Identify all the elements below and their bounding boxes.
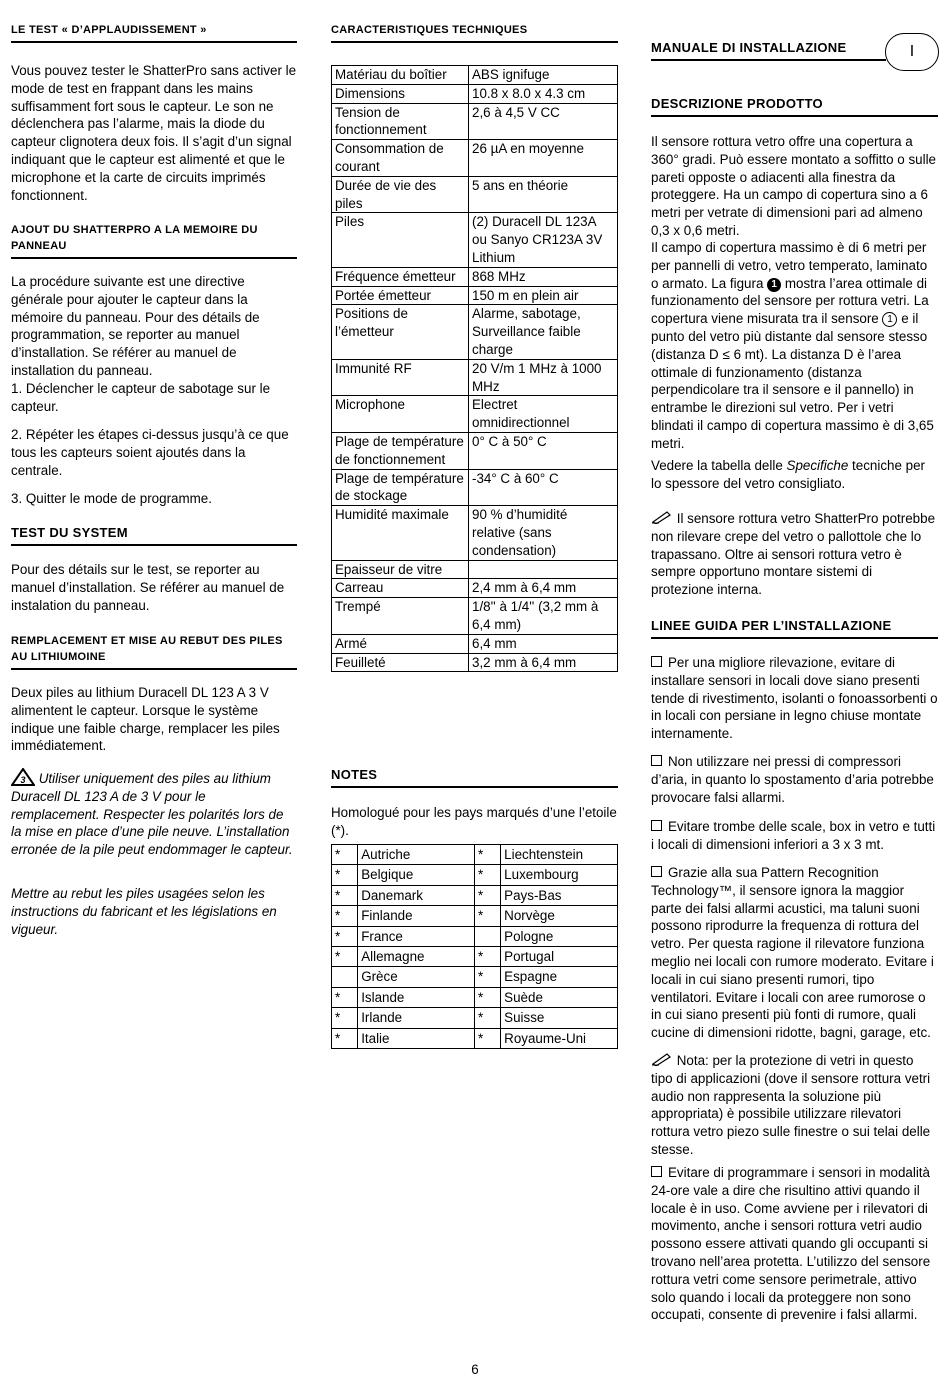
battery-text: Deux piles au lithium Duracell DL 123 A 3 V alimentent le capteur. Lorsque le système indique une faible charge, remplacer les piles immédiatement. xyxy=(11,685,280,754)
heading-specs: CARACTERISTIQUES TECHNIQUES xyxy=(331,22,618,43)
spec-row xyxy=(332,359,618,396)
heading-add-to-memory: AJOUT DU SHATTERPRO A LA MEMOIRE DU PANNEAU xyxy=(11,222,297,259)
note-2-text: Nota: per la protezione di vetri in questo tipo di applicazioni (dove il sensore rottura vetri audio non rappresenta la soluzione più appropriata) è possibile utilizzare rilevatori rottura vetro piezo sulle finestre o sui telai delle stesse. xyxy=(651,1053,931,1157)
approval-star: * xyxy=(474,865,500,885)
language-badge: I xyxy=(885,33,939,71)
spec-value: 2,6 à 4,5 V CC xyxy=(469,103,618,140)
spec-row xyxy=(332,213,618,267)
country-name: Irlande xyxy=(358,1008,475,1028)
approval-star: * xyxy=(474,1028,500,1048)
spec-row xyxy=(332,267,618,286)
spec-value: Alarme, sabotage, Surveillance faible charge xyxy=(469,305,618,359)
country-table xyxy=(331,844,618,1049)
spec-label: Consommation de courant xyxy=(332,140,469,177)
less-equal-sign: ≤ xyxy=(722,346,730,362)
spec-row xyxy=(332,305,618,359)
country-name: Suède xyxy=(501,987,618,1007)
sensor-number-icon: 1 xyxy=(882,312,897,327)
heading-product-description: DESCRIZIONE PRODOTTO xyxy=(651,96,938,117)
spec-label: Piles xyxy=(332,213,469,267)
spec-row xyxy=(332,469,618,506)
country-row xyxy=(332,967,618,987)
country-name: Belgique xyxy=(358,865,475,885)
notes-text: Homologué pour les pays marqués d’une l’etoile (*). xyxy=(331,805,617,838)
spec-label: Fréquence émetteur xyxy=(332,267,469,286)
spec-row xyxy=(332,140,618,177)
spec-row xyxy=(332,653,618,672)
approval-star: * xyxy=(332,906,358,926)
spec-label: Immunité RF xyxy=(332,359,469,396)
spec-row xyxy=(332,598,618,635)
pen-note-icon xyxy=(651,1052,673,1066)
guideline-2-text: Non utilizzare nei pressi di compressori d’aria, in quanto lo spostamento d’aria potrebbe provocare falsi allarmi. xyxy=(651,754,934,805)
checkbox-icon xyxy=(651,656,662,667)
spec-value: (2) Duracell DL 123A ou Sanyo CR123A 3V Lithium xyxy=(469,213,618,267)
spec-value: 90 % d’humidité relative (sans condensation) xyxy=(469,506,618,560)
checkbox-icon xyxy=(651,755,662,766)
battery-warning-text: Utiliser uniquement des piles au lithium Duracell DL 123 A de 3 V pour le remplacement. Respecter les polarités lors de la mise en place d’une pile neuve. L’installation erronée de la pile peut endommager le capteur. xyxy=(11,771,293,858)
approval-star: * xyxy=(474,1008,500,1028)
approval-star: * xyxy=(332,947,358,967)
pen-note-icon xyxy=(651,510,673,524)
system-test-text: Pour des détails sur le test, se reporter au manuel d’installation. Se référer au manuel de instalation du panneau. xyxy=(11,562,285,613)
spec-label: Trempé xyxy=(332,598,469,635)
approval-star xyxy=(474,926,500,946)
approval-star: * xyxy=(332,1028,358,1048)
description-p2-d: 6 mt). La distanza D è l’area ottimale di funzionamento (distanza perpendicolare tra il sensore e il pannello) in entrambe le direzioni sul vetro. Per i vetri blindati il campo di copertura massimo è di 3,65 metri. xyxy=(651,346,934,451)
spec-row xyxy=(332,66,618,85)
country-name: Luxembourg xyxy=(501,865,618,885)
spec-label: Plage de température de fonctionnement xyxy=(332,432,469,469)
description-p2-c: e il punto del vetro più distante dal sensore stesso (distanza D xyxy=(651,311,928,362)
spec-table xyxy=(331,65,618,672)
spec-value: Electret omnidirectionnel xyxy=(469,396,618,433)
clap-test-text: Vous pouvez tester le ShatterPro sans activer le mode de test en frappant dans les mains suffisamment fort sous le capteur. Le son ne déclenchera pas l’alarme, mais la diode du capteur clignotera deux fois. Il s’agit d’un signal indiquant que le capteur est alimenté et que le microphone et la carte de circuits imprimés fonctionnent. xyxy=(11,63,297,203)
approval-star: * xyxy=(474,987,500,1007)
heading-notes: NOTES xyxy=(331,767,618,788)
guideline-3-text: Evitare trombe delle scale, box in vetro e tutti i locali di dimensioni inferiori a 3 x 3 mt. xyxy=(651,819,936,852)
spec-label: Carreau xyxy=(332,579,469,598)
spec-label: Positions de l’émetteur xyxy=(332,305,469,359)
spec-row xyxy=(332,396,618,433)
description-p3-a: Vedere la tabella delle xyxy=(651,458,783,473)
note-2 xyxy=(651,1052,938,1159)
figure-number-icon: 1 xyxy=(767,278,781,292)
spec-row xyxy=(332,634,618,653)
spec-value: 6,4 mm xyxy=(469,634,618,653)
description-p3-b: tecniche per lo spessore del vetro consigliato. xyxy=(651,458,925,491)
battery-disposal: Mettre au rebut les piles usagées selon les instructions du fabricant et les législations en vigueur. xyxy=(11,886,277,937)
country-row xyxy=(332,885,618,905)
spec-row xyxy=(332,286,618,305)
country-name: Liechtenstein xyxy=(501,845,618,865)
spec-row xyxy=(332,560,618,579)
spec-row xyxy=(332,176,618,213)
description-p2-a: Il campo di copertura massimo è di 6 metri per per pannelli di vetro, vetro temperato, laminato o armato. La figura xyxy=(651,240,928,291)
approval-star: * xyxy=(474,885,500,905)
country-name: Norvège xyxy=(501,906,618,926)
description-p1: Il sensore rottura vetro offre una copertura a 360° gradi. Può essere montato a soffitto o sulle pareti opposte o adiacenti alla finestra da proteggere. Ha un campo di copertura sino a 6 metri per vetrate di dimensioni pari ad almeno 0,3 x 0,6 metri. xyxy=(651,134,936,238)
spec-value: ABS ignifuge xyxy=(469,66,618,85)
spec-value: 2,4 mm à 6,4 mm xyxy=(469,579,618,598)
country-name: Autriche xyxy=(358,845,475,865)
country-name: Allemagne xyxy=(358,947,475,967)
spec-value: 150 m en plein air xyxy=(469,286,618,305)
warning-icon xyxy=(11,768,35,786)
description-p2 xyxy=(651,239,938,453)
add-to-memory-text: La procédure suivante est une directive générale pour ajouter le capteur dans la mémoire du panneau. Pour des détails de programmation, se reporter au manuel d’installation. Se référer au manuel de installation du panneau. xyxy=(11,274,260,378)
description-p2-b: mostra l’area ottimale di funzionamento del sensore per rottura vetri. La copertura viene misurata tra il sensore xyxy=(651,275,929,327)
country-name: Espagne xyxy=(501,967,618,987)
checkbox-icon xyxy=(651,866,662,877)
heading-battery-replacement: REMPLACEMENT ET MISE AU REBUT DES PILES AU LITHIUMOINE xyxy=(11,633,297,670)
note-1-text: Il sensore rottura vetro ShatterPro potrebbe non rilevare crepe del vetro o pallottole che lo trapassano. Oltre ai sensori rottura vetro è sempre opportuno montare sistemi di protezione interna. xyxy=(651,511,936,598)
spec-value: 0° C à 50° C xyxy=(469,432,618,469)
heading-install-guidelines: LINEE GUIDA PER L’INSTALLAZIONE xyxy=(651,618,938,639)
heading-clap-test: LE TEST « D’APPLAUDISSEMENT » xyxy=(11,22,297,43)
country-name: France xyxy=(358,926,475,946)
guideline-3 xyxy=(651,818,938,854)
spec-value: 5 ans en théorie xyxy=(469,176,618,213)
country-name: Pays-Bas xyxy=(501,885,618,905)
spec-label: Microphone xyxy=(332,396,469,433)
spec-row xyxy=(332,84,618,103)
guideline-1-text: Per una migliore rilevazione, evitare di installare sensori in locali dove siano presenti tende di rivestimento, isolanti o fonoassorbenti o in locali con persiane in legno chiuse montate internamente. xyxy=(651,655,938,742)
approval-star xyxy=(332,967,358,987)
spec-row xyxy=(332,103,618,140)
svg-text:3: 3 xyxy=(20,775,26,785)
heading-system-test: TEST DU SYSTEM xyxy=(11,525,297,546)
spec-label: Portée émetteur xyxy=(332,286,469,305)
step-2: 2. Répéter les étapes ci-dessus jusqu’à ce que tous les capteurs soient ajoutés dans la centrale. xyxy=(11,427,289,478)
spec-label: Dimensions xyxy=(332,84,469,103)
spec-label: Humidité maximale xyxy=(332,506,469,560)
checkbox-icon xyxy=(651,820,662,831)
spec-value: 20 V/m 1 MHz à 1000 MHz xyxy=(469,359,618,396)
country-name: Islande xyxy=(358,987,475,1007)
approval-star: * xyxy=(474,947,500,967)
spec-value: 3,2 mm à 6,4 mm xyxy=(469,653,618,672)
spec-label: Tension de fonctionnement xyxy=(332,103,469,140)
country-name: Italie xyxy=(358,1028,475,1048)
country-row xyxy=(332,845,618,865)
spec-row xyxy=(332,579,618,598)
heading-install-manual: MANUALE DI INSTALLAZIONE xyxy=(651,40,886,61)
guideline-5 xyxy=(651,1164,938,1324)
step-3: 3. Quitter le mode de programme. xyxy=(11,491,212,506)
country-name: Finlande xyxy=(358,906,475,926)
approval-star: * xyxy=(474,906,500,926)
description-p3-emphasis: Specifiche xyxy=(786,458,849,473)
spec-value: 868 MHz xyxy=(469,267,618,286)
checkbox-icon xyxy=(651,1166,662,1177)
spec-label: Epaisseur de vitre xyxy=(332,560,469,579)
approval-star: * xyxy=(332,865,358,885)
guideline-2 xyxy=(651,753,938,806)
country-name: Pologne xyxy=(501,926,618,946)
spec-value: -34° C à 60° C xyxy=(469,469,618,506)
guideline-4 xyxy=(651,864,938,1042)
country-row xyxy=(332,947,618,967)
approval-star: * xyxy=(332,987,358,1007)
guideline-4-text: Grazie alla sua Pattern Recognition Technology™, il sensore ignora la maggior parte dei falsi allarmi acustici, ma taluni suoni possono riprodurre la frequenza di rottura del vetro. Per questa ragione il rilevatore funziona meglio nei locali con rumore moderato. Evitare i locali in cui siano presenti rumori, tipo ventilatori. Evitare i locali con aree rumorose o in cui siano presenti più fonti di rumore, quali cucine di dimensioni ridotte, bagni, garage, etc. xyxy=(651,865,934,1041)
battery-warning xyxy=(11,768,297,859)
spec-row xyxy=(332,506,618,560)
country-row xyxy=(332,926,618,946)
spec-value: 1/8'' à 1/4'' (3,2 mm à 6,4 mm) xyxy=(469,598,618,635)
spec-value: 26 µA en moyenne xyxy=(469,140,618,177)
country-name: Portugal xyxy=(501,947,618,967)
spec-value: 10.8 x 8.0 x 4.3 cm xyxy=(469,84,618,103)
spec-label: Armé xyxy=(332,634,469,653)
guideline-1 xyxy=(651,654,938,743)
approval-star: * xyxy=(332,926,358,946)
description-p3 xyxy=(651,457,938,493)
country-name: Royaume-Uni xyxy=(501,1028,618,1048)
approval-star: * xyxy=(332,885,358,905)
spec-label: Matériau du boîtier xyxy=(332,66,469,85)
spec-label: Plage de température de stockage xyxy=(332,469,469,506)
country-row xyxy=(332,1008,618,1028)
country-name: Danemark xyxy=(358,885,475,905)
spec-value xyxy=(469,560,618,579)
country-name: Suisse xyxy=(501,1008,618,1028)
country-row xyxy=(332,987,618,1007)
note-1 xyxy=(651,510,938,599)
spec-row xyxy=(332,432,618,469)
approval-star: * xyxy=(474,845,500,865)
country-row xyxy=(332,1028,618,1048)
country-name: Grèce xyxy=(358,967,475,987)
country-row xyxy=(332,865,618,885)
spec-label: Feuilleté xyxy=(332,653,469,672)
step-1: 1. Déclencher le capteur de sabotage sur le capteur. xyxy=(11,381,271,414)
spec-label: Durée de vie des piles xyxy=(332,176,469,213)
guideline-5-text: Evitare di programmare i sensori in modalità 24-ore vale a dire che risultino attivi quando il locale è in uso. Come avviene per i rilevatori di movimento, anche i sensori rottura vetri audio possono essere attivati quando gli occupanti si trovano nell’area protetta. L’utilizzo del sensore rottura vetri come sensore perimetrale, attivo solo quando i locali da proteggere non sono occupati, consente di prevenire i falsi allarmi. xyxy=(651,1165,931,1323)
approval-star: * xyxy=(332,845,358,865)
page-number: 6 xyxy=(471,1362,479,1377)
approval-star: * xyxy=(332,1008,358,1028)
country-row xyxy=(332,906,618,926)
approval-star: * xyxy=(474,967,500,987)
